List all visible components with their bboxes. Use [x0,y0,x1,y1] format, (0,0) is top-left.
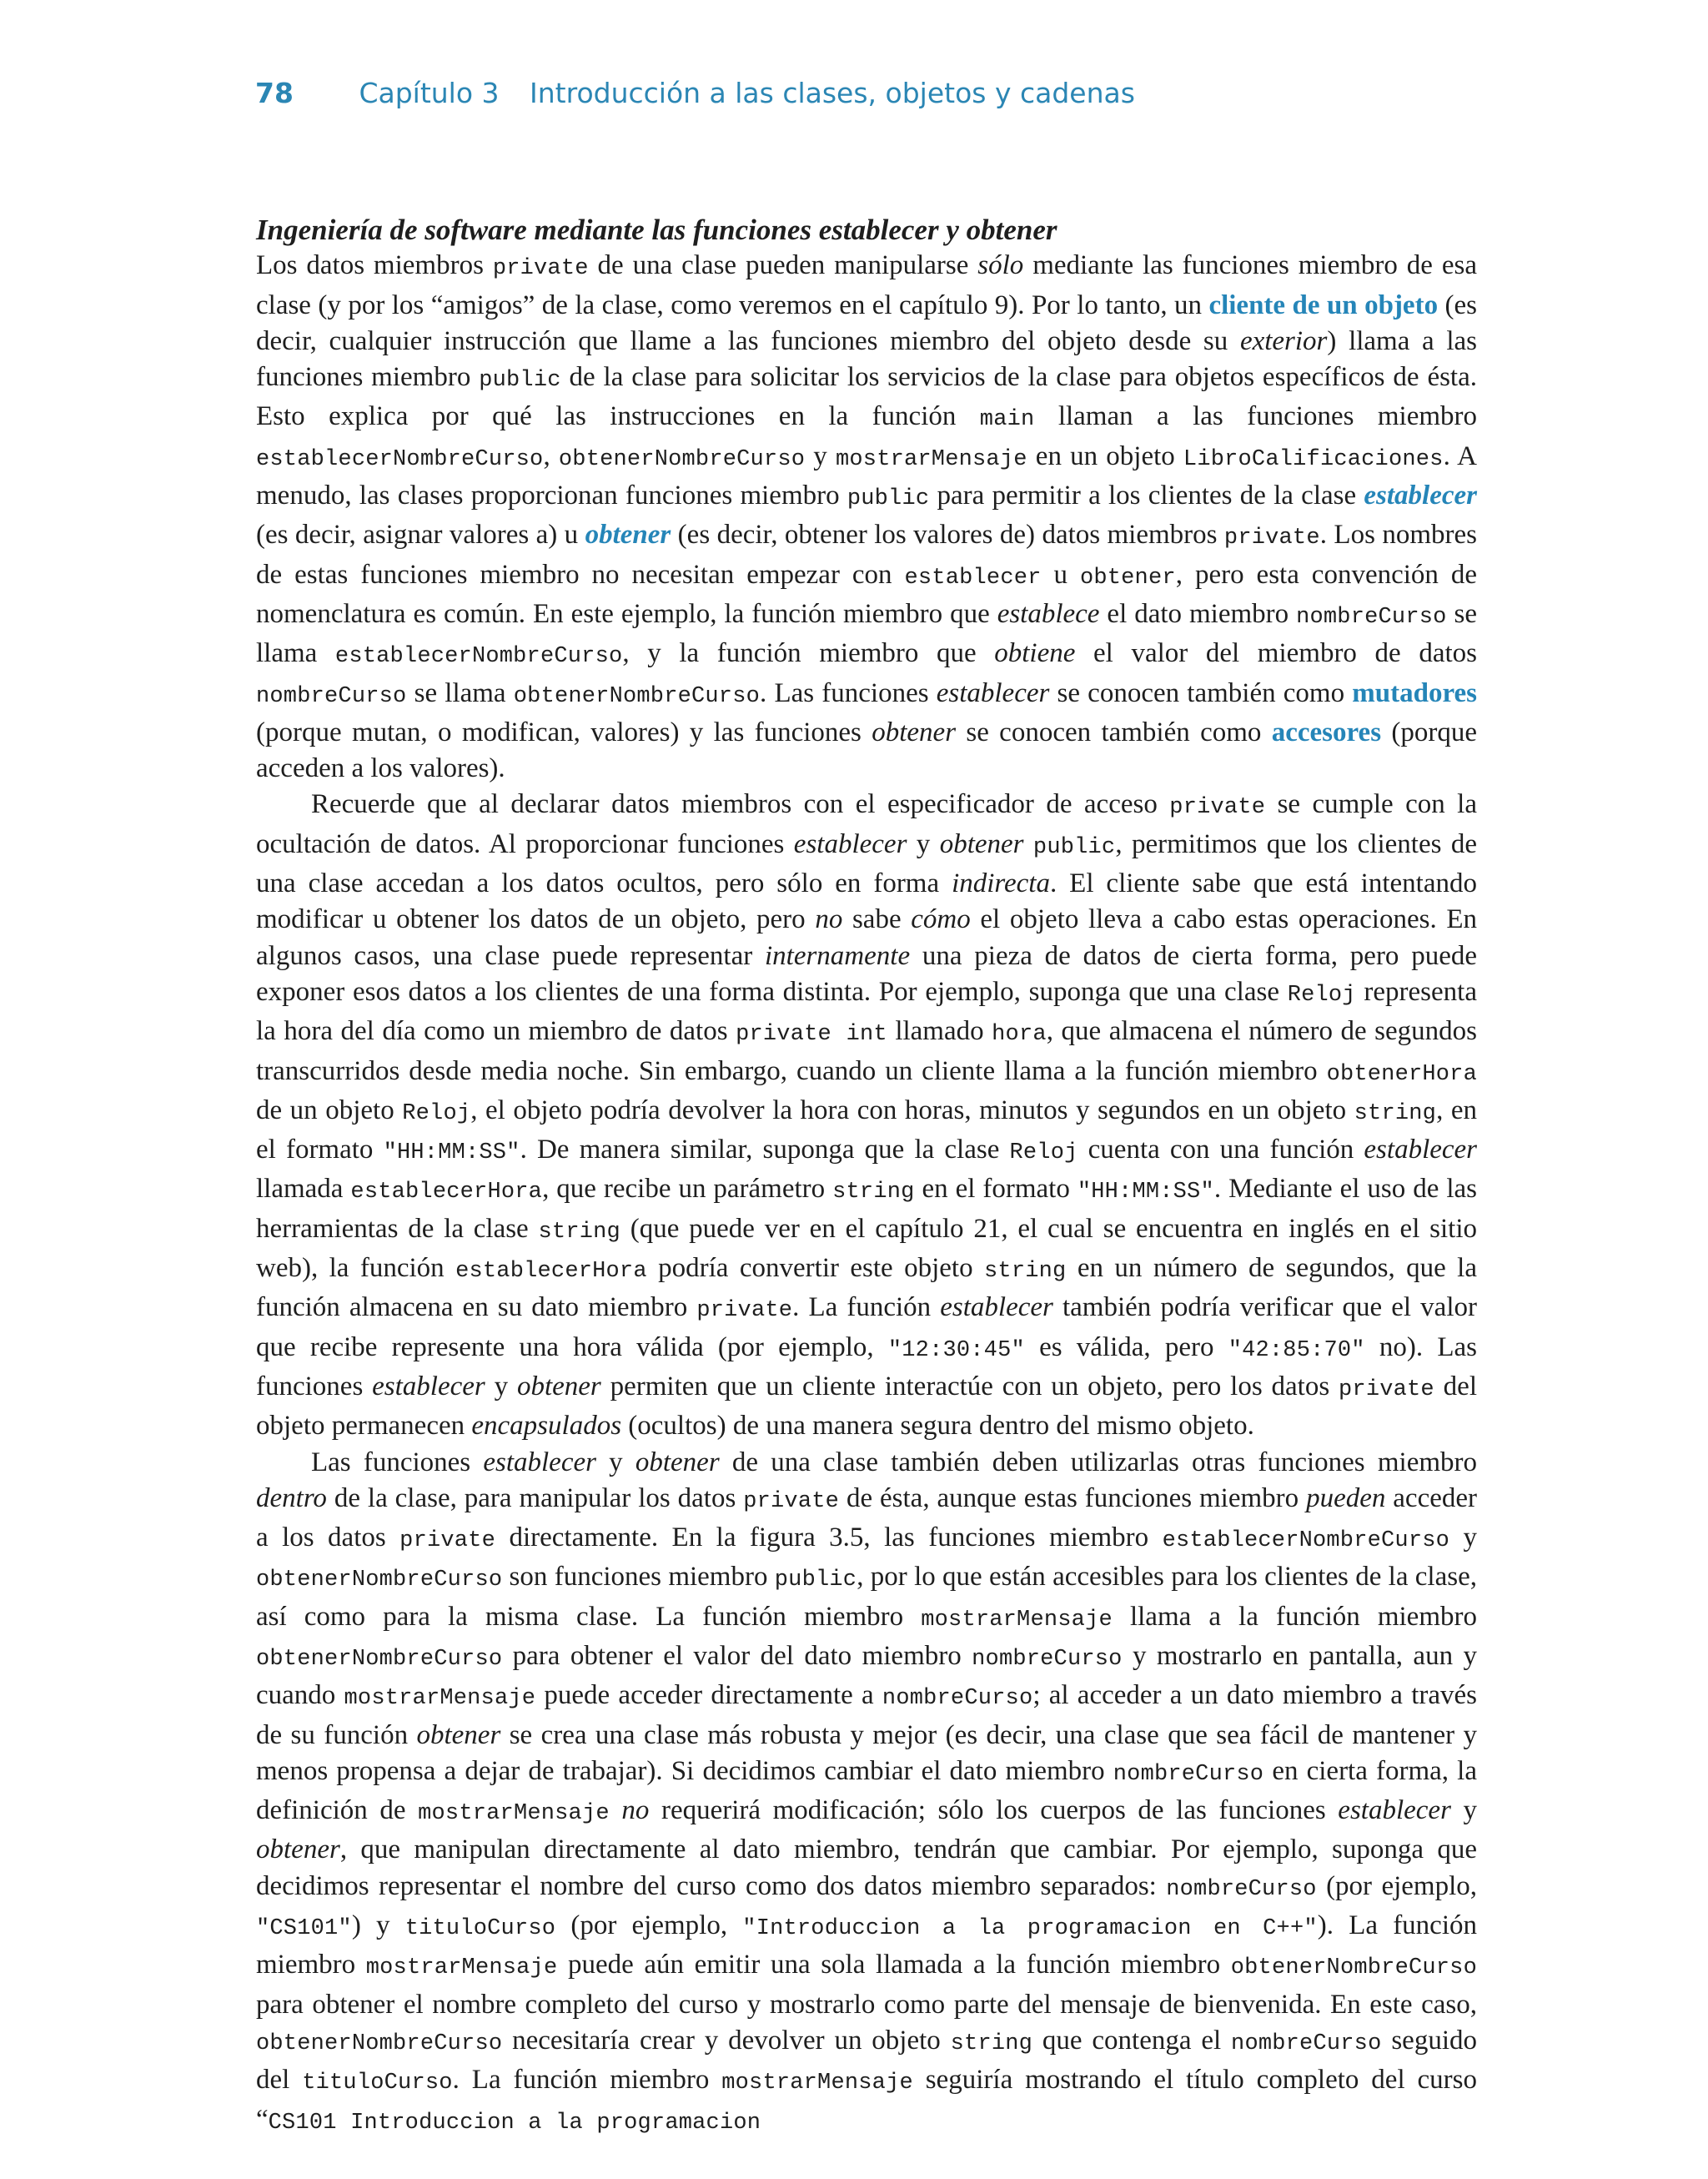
code-term: mostrarMensaje [835,446,1027,472]
code-term: nombreCurso [882,1686,1033,1712]
code-term: nombreCurso [1231,2031,1382,2056]
code-term: establecerHora [350,1180,543,1205]
emphasis: cómo [911,904,971,935]
code-term: obtenerNombreCurso [256,2031,503,2056]
code-term: nombreCurso [1113,1761,1264,1787]
code-term: establecer [904,565,1042,591]
key-term: cliente de un objeto [1208,289,1439,320]
code-term: string [950,2031,1033,2056]
emphasis: encapsulados [471,1411,622,1442]
code-term: private [743,1488,840,1514]
code-term: private [1339,1376,1434,1402]
emphasis: establecer [483,1447,596,1477]
code-term: "Introduccion a la programacion en C++" [742,1916,1318,1942]
emphasis: obtener [872,717,957,747]
emphasis: obtiene [994,638,1076,669]
emphasis: establecer [936,677,1050,708]
emphasis: no [621,1795,650,1826]
code-term: string [832,1180,915,1205]
code-term: Reloj [402,1100,471,1126]
code-term: nombreCurso [1296,604,1447,630]
code-term: CS101 Introduccion a la programacion [268,2110,761,2136]
code-term: mostrarMensaje [344,1686,536,1712]
code-term: public [1032,834,1116,860]
code-term: establecerNombreCurso [1162,1528,1450,1554]
code-term: establecerHora [455,1259,647,1285]
emphasis: obtener [635,1447,720,1477]
code-term: Reloj [1287,982,1356,1008]
code-term: mostrarMensaje [921,1607,1113,1633]
emphasis: obtener [516,1371,601,1402]
code-term: string [1354,1100,1437,1126]
code-term: string [984,1259,1067,1285]
code-term: string [538,1219,620,1245]
code-term: private int [736,1022,887,1048]
code-term: private [1223,526,1320,551]
code-term: private [1169,795,1266,821]
code-term: public [479,368,561,394]
chapter-title: Introducción a las clases, objetos y cadenas [530,77,1135,109]
emphasis: obtener [256,1834,340,1865]
emphasis: obtener [939,828,1024,859]
emphasis: indirecta [952,868,1050,899]
emphasis: exterior [1239,325,1328,356]
code-term: hora [992,1022,1047,1048]
emphasis: establecer [372,1371,485,1402]
key-term: mutadores [1352,677,1477,708]
section-heading: Ingeniería de software mediante las funciones establecer y obtener [256,214,1057,246]
code-term: obtenerNombreCurso [1230,1955,1477,1981]
emphasis: establecer [1338,1795,1451,1826]
page-body [256,212,1477,2141]
code-term: tituloCurso [302,2071,453,2096]
code-term: "12:30:45" [887,1337,1025,1363]
emphasis: establecer [940,1292,1053,1323]
paragraph-1: Los datos miembros private de una clase pueden manipularse sólo mediante las funciones miembro de esa clase (y por los “amigos” de la clase, como veremos en el capítulo 9). Por lo tanto, un cliente de un objeto (es decir, cualquier instrucción que llame a las funciones miembro del objeto desde su exterior) llama a las funciones miembro public de la clase para solicitar los servicios de la clase para objetos específicos de ésta. Esto explica por qué las instrucciones en la función main llaman a las funciones miembro establecerNombreCurso, obtenerNombreCurso y mostrarMensaje en un objeto LibroCalificaciones. A menudo, las clases proporcionan funciones miembro public para permitir a los clientes de la clase establecer (es decir, asignar valores a) u obtener (es decir, obtener los valores de) datos miembros private. Los nombres de estas funciones miembro no necesitan empezar con establecer u obtener, pero esta convención de nomenclatura es común. En este ejemplo, la función miembro que establece el dato miembro nombreCurso se llama establecerNombreCurso, y la función miembro que obtiene el valor del miembro de datos nombreCurso se llama obtenerNombreCurso. Las funciones establecer se conocen también como mutadores (porque mutan, o modifican, valores) y las funciones obtener se conocen también como accesores (porque acceden a los valores). [256,250,1478,784]
emphasis: internamente [764,940,911,971]
code-term: obtenerNombreCurso [513,683,761,709]
code-term: nombreCurso [1166,1876,1317,1902]
page-number: 78 [255,77,294,109]
code-term: private [399,1528,495,1554]
code-term: nombreCurso [256,683,407,709]
key-term: accesores [1271,717,1382,747]
code-term: mostrarMensaje [721,2071,913,2096]
emphasis: dentro [256,1482,327,1513]
code-term: public [774,1568,857,1593]
code-term: mostrarMensaje [418,1801,610,1827]
code-term: "CS101" [256,1916,352,1942]
code-term: obtenerHora [1326,1061,1477,1087]
code-term: Reloj [1009,1140,1078,1166]
code-term: establecerNombreCurso [334,644,623,670]
emphasis: sólo [977,250,1024,281]
emphasis: obtener [416,1719,501,1750]
key-term: obtener [585,520,671,551]
code-term: private [492,256,589,282]
code-term: nombreCurso [972,1646,1123,1672]
paragraph-3: Las funciones establecer y obtener de una clase también deben utilizarlas otras funciones miembro dentro de la clase, para manipular los datos private de ésta, aunque estas funciones miembro pueden acceder a los datos private directamente. En la figura 3.5, las funciones miembro establecerNombreCurso y obtenerNombreCurso son funciones miembro public, por lo que están accesibles para los clientes de la clase, así como para la misma clase. La función miembro mostrarMensaje llama a la función miembro obtenerNombreCurso para obtener el valor del dato miembro nombreCurso y mostrarlo en pantalla, aun y cuando mostrarMensaje puede acceder directamente a nombreCurso; al acceder a un dato miembro a través de su función obtener se crea una clase más robusta y mejor (es decir, una clase que sea fácil de mantener y menos propensa a dejar de trabajar). Si decidimos cambiar el dato miembro nombreCurso en cierta forma, la definición de mostrarMensaje no requerirá modificación; sólo los cuerpos de las funciones establecer y obtener, que manipulan directamente al dato miembro, tendrán que cambiar. Por ejemplo, suponga que decidimos representar el nombre del curso como dos datos miembro separados: nombreCurso (por ejemplo, "CS101") y tituloCurso (por ejemplo, "Introduccion a la programacion en C++"). La función miembro mostrarMensaje puede aún emitir una sola llamada a la función miembro obtenerNombreCurso para obtener el nombre completo del curso y mostrarlo como parte del mensaje de bienvenida. En este caso, obtenerNombreCurso necesitaría crear y devolver un objeto string que contenga el nombreCurso seguido del tituloCurso. La función miembro mostrarMensaje seguiría mostrando el título completo del curso “CS101 Introduccion a la programacion [256,1447,1478,2136]
code-term: establecerNombreCurso [256,446,544,472]
code-term: obtener [1079,565,1176,591]
code-term: LibroCalificaciones [1183,446,1444,472]
running-head [255,77,1135,109]
emphasis: establece [997,598,1100,629]
code-term: private [696,1298,793,1324]
key-term: establecer [1364,481,1477,511]
paragraph-2: Recuerde que al declarar datos miembros con el especificador de acceso private se cumple con la ocultación de datos. Al proporcionar funciones establecer y obtener public, permitimos que los clientes de una clase accedan a los datos ocultos, pero sólo en forma indirecta. El cliente sabe que está intentando modificar u obtener los datos de un objeto, pero no sabe cómo el objeto lleva a cabo estas operaciones. En algunos casos, una clase puede representar internamente una pieza de datos de cierta forma, pero puede exponer esos datos a los clientes de una forma distinta. Por ejemplo, suponga que una clase Reloj representa la hora del día como un miembro de datos private int llamado hora, que almacena el número de segundos transcurridos desde media noche. Sin embargo, cuando un cliente llama a la función miembro obtenerHora de un objeto Reloj, el objeto podría devolver la hora con horas, minutos y segundos en un objeto string, en el formato "HH:MM:SS". De manera similar, suponga que la clase Reloj cuenta con una función establecer llamada establecerHora, que recibe un parámetro string en el formato "HH:MM:SS". Mediante el uso de las herramientas de la clase string (que puede ver en el capítulo 21, el cual se encuentra en inglés en el sitio web), la función establecerHora podría convertir este objeto string en un número de segundos, que la función almacena en su dato miembro private. La función establecer también podría verificar que el valor que recibe represente una hora válida (por ejemplo, "12:30:45" es válida, pero "42:85:70" no). Las funciones establecer y obtener permiten que un cliente interactúe con un objeto, pero los datos private del objeto permanecen encapsulados (ocultos) de una manera segura dentro del mismo objeto. [256,789,1478,1442]
chapter-label: Capítulo 3 [359,77,500,109]
code-term: "42:85:70" [1228,1337,1365,1363]
code-term: "HH:MM:SS" [383,1140,520,1166]
code-term: obtenerNombreCurso [256,1568,503,1593]
emphasis: establecer [1364,1135,1478,1165]
code-term: obtenerNombreCurso [558,446,806,472]
emphasis: no [815,904,843,935]
code-term: tituloCurso [404,1916,556,1942]
emphasis: establecer [793,828,907,859]
code-term: public [846,486,930,512]
code-term: main [979,407,1035,433]
code-term: mostrarMensaje [365,1955,558,1981]
code-term: "HH:MM:SS" [1077,1180,1214,1205]
emphasis: pueden [1306,1482,1386,1513]
code-term: obtenerNombreCurso [256,1646,503,1672]
